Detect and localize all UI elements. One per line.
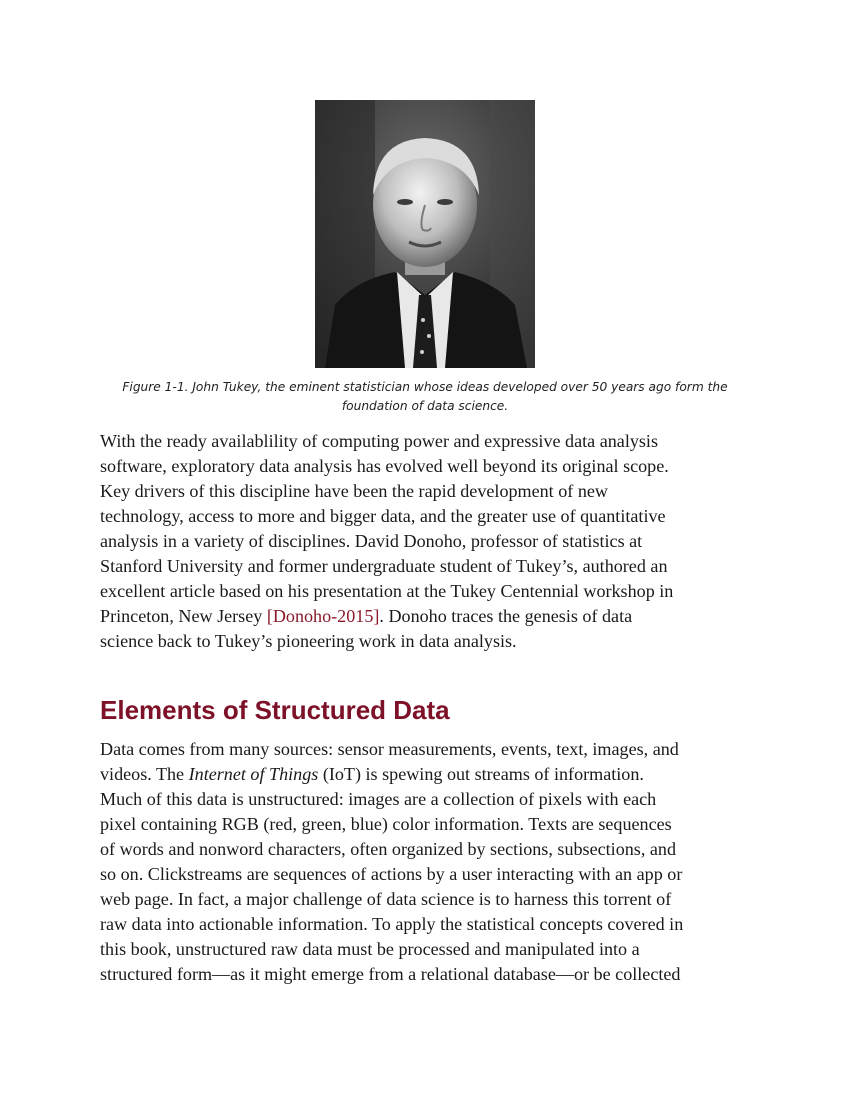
paragraph-line: Data comes from many sources: sensor measurements, events, text, images, and xyxy=(100,739,679,759)
paragraph-line xyxy=(100,604,760,629)
paragraph-line: Stanford University and former undergraduate student of Tukey’s, authored an xyxy=(100,556,668,576)
line-text: (IoT) is spewing out streams of information. xyxy=(318,764,644,784)
portrait-photo-icon xyxy=(315,100,535,368)
line-text: . Donoho traces the genesis of data xyxy=(379,606,633,626)
paragraph-line: software, exploratory data analysis has evolved well beyond its original scope. xyxy=(100,456,669,476)
figure-caption: Figure 1-1. John Tukey, the eminent statistician whose ideas developed over 50 years ago form the foundation of data science. xyxy=(122,380,728,413)
structured-data-paragraph xyxy=(100,737,760,987)
paragraph-line: web page. In fact, a major challenge of data science is to harness this torrent of xyxy=(100,889,672,909)
paragraph-line: technology, access to more and bigger data, and the greater use of quantitative xyxy=(100,506,666,526)
section-heading: Elements of Structured Data xyxy=(100,695,450,725)
paragraph-line: Much of this data is unstructured: images are a collection of pixels with each xyxy=(100,789,657,809)
paragraph-line: of words and nonword characters, often organized by sections, subsections, and xyxy=(100,839,676,859)
paragraph-line: raw data into actionable information. To apply the statistical concepts covered in xyxy=(100,914,684,934)
paragraph-line: pixel containing RGB (red, green, blue) color information. Texts are sequences xyxy=(100,814,672,834)
paragraph-line: this book, unstructured raw data must be processed and manipulated into a xyxy=(100,939,640,959)
paragraph-line: analysis in a variety of disciplines. David Donoho, professor of statistics at xyxy=(100,531,643,551)
line-text: Princeton, New Jersey xyxy=(100,606,267,626)
paragraph-line: science back to Tukey’s pioneering work in data analysis. xyxy=(100,631,517,651)
paragraph-line: so on. Clickstreams are sequences of actions by a user interacting with an app or xyxy=(100,864,683,884)
paragraph-line: excellent article based on his presentation at the Tukey Centennial workshop in xyxy=(100,581,674,601)
line-text: videos. The xyxy=(100,764,189,784)
paragraph-line: structured form—as it might emerge from a relational database—or be collected xyxy=(100,964,681,984)
paragraph-line xyxy=(100,762,760,787)
citation-link-donoho-2015[interactable]: [Donoho-2015] xyxy=(266,606,380,626)
emphasis-term: Internet of Things xyxy=(188,764,319,784)
paragraph-line: With the ready availablility of computing power and expressive data analysis xyxy=(100,431,658,451)
paragraph-line: Key drivers of this discipline have been the rapid development of new xyxy=(100,481,608,501)
figure-photo-john-tukey xyxy=(315,100,535,368)
intro-paragraph xyxy=(100,429,760,654)
